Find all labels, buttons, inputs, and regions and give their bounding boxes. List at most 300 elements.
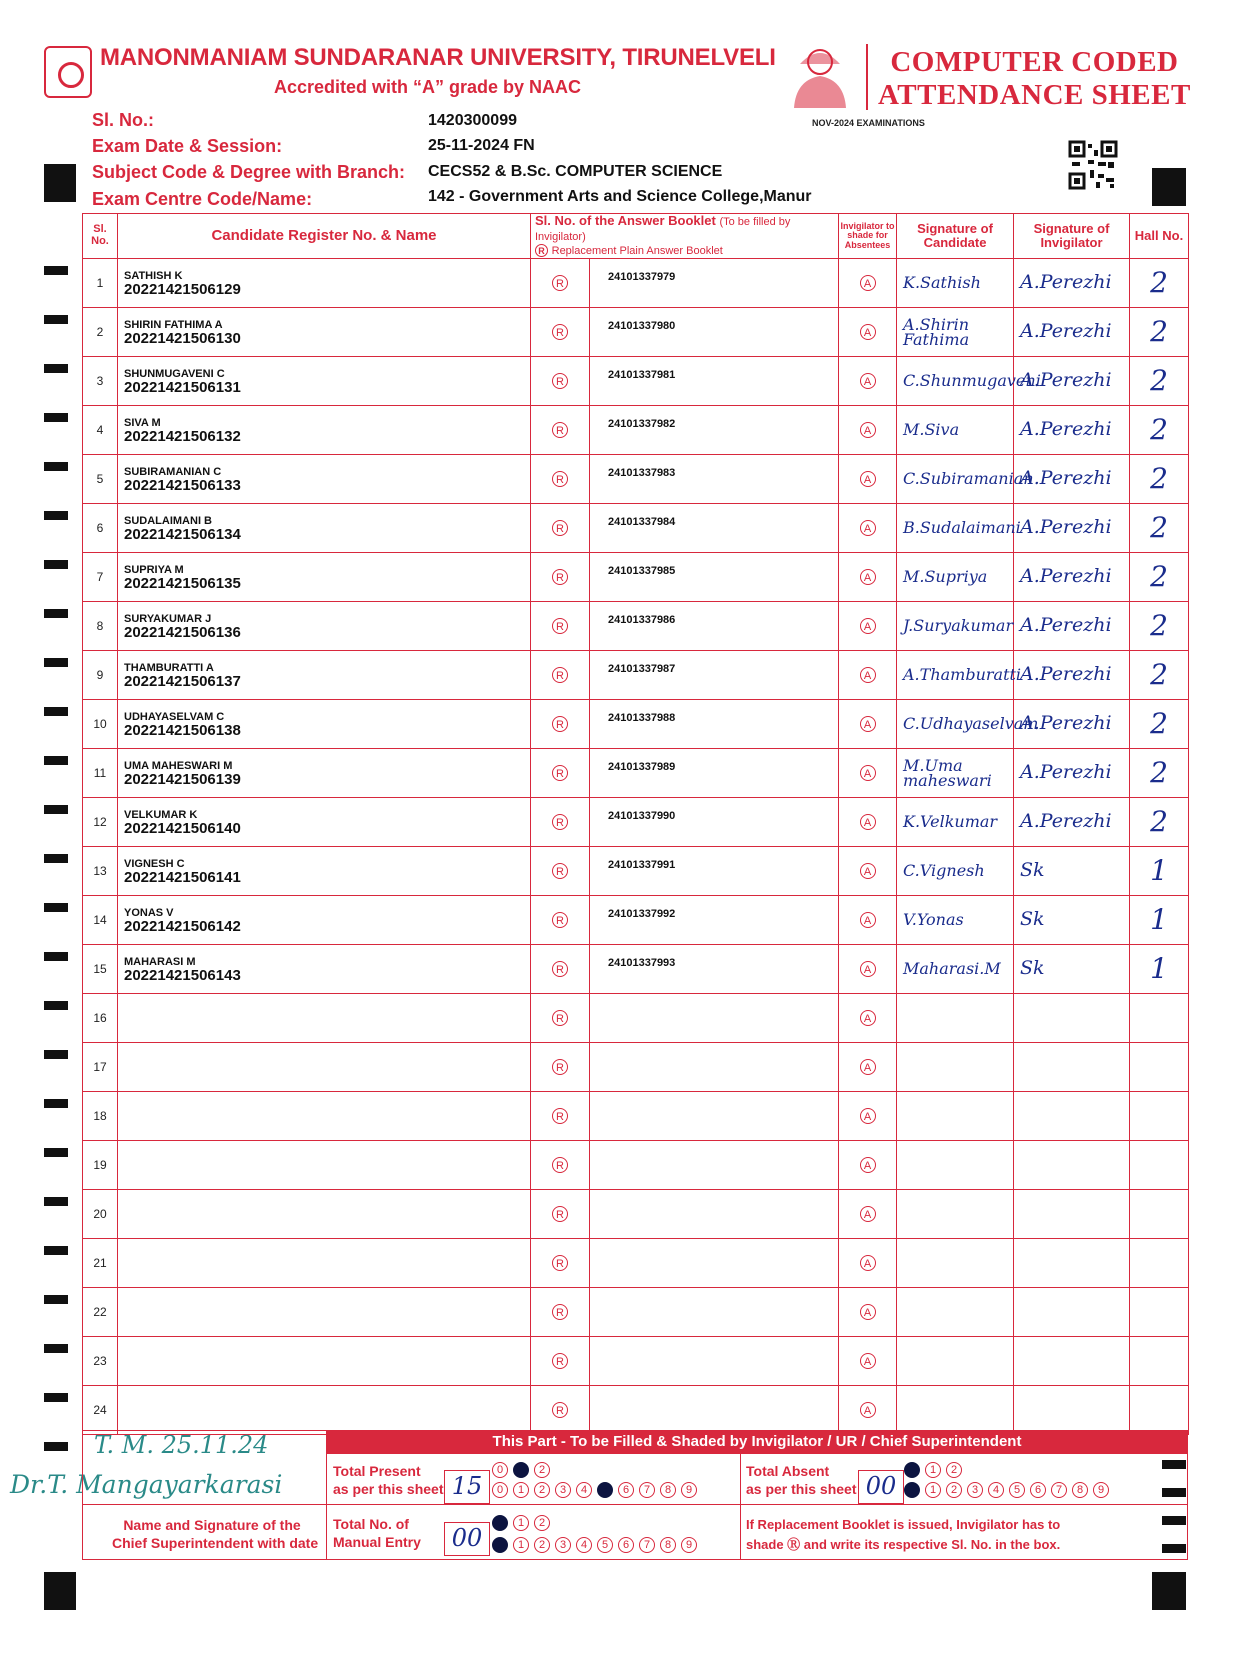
candidate-name: VELKUMAR K <box>124 808 198 821</box>
candidate-cell <box>118 258 531 307</box>
absent-cell[interactable] <box>839 1336 897 1385</box>
candidate-name: YONAS V <box>124 906 174 919</box>
table-row <box>83 503 1189 552</box>
absent-cell[interactable] <box>839 1042 897 1091</box>
row-sl-no: 24 <box>83 1385 118 1434</box>
candidate-cell <box>118 1287 531 1336</box>
register-number: 20221421506141 <box>124 868 241 886</box>
timing-mark <box>44 805 68 814</box>
booklet-number: 24101337980 <box>590 307 839 356</box>
row-sl-no: 16 <box>83 993 118 1042</box>
row-sl-no: 8 <box>83 601 118 650</box>
omr-bubble[interactable]: 0 <box>492 1515 508 1531</box>
replace-icon: R <box>535 244 548 257</box>
omr-bubble[interactable]: 1 <box>513 1482 529 1498</box>
absent-cell[interactable] <box>839 699 897 748</box>
omr-bubble[interactable]: 5 <box>597 1482 613 1498</box>
register-number: 20221421506140 <box>124 819 241 837</box>
timing-mark <box>44 1393 68 1402</box>
replacement-cell[interactable] <box>531 307 590 356</box>
replacement-cell[interactable] <box>531 258 590 307</box>
timing-mark <box>44 1197 68 1206</box>
candidate-signature: B.Sudalaimani <box>897 503 1014 552</box>
omr-bubble[interactable]: 0 <box>904 1462 920 1478</box>
centre-value: 142 - Government Arts and Science College,Manur <box>428 188 812 205</box>
replacement-bubble[interactable]: R <box>552 1304 568 1320</box>
sl-no-value: 1420300099 <box>428 112 517 129</box>
omr-bubble[interactable]: 6 <box>618 1482 634 1498</box>
omr-bubble[interactable]: 0 <box>904 1482 920 1498</box>
table-row <box>83 748 1189 797</box>
omr-bubble[interactable]: 5 <box>597 1537 613 1553</box>
absent-bubble[interactable]: A <box>860 1010 876 1026</box>
candidate-signature <box>897 1140 1014 1189</box>
chief-superintendent-signature: Dr.T. Mangayarkarasi <box>10 1470 283 1499</box>
replacement-bubble[interactable]: R <box>552 1108 568 1124</box>
absent-units-bubbles[interactable] <box>904 1480 1114 1498</box>
replacement-cell[interactable] <box>531 748 590 797</box>
absent-tens-bubbles[interactable] <box>904 1460 967 1478</box>
timing-mark <box>44 511 68 520</box>
replacement-cell[interactable] <box>531 993 590 1042</box>
register-number: 20221421506136 <box>124 623 241 641</box>
timing-mark <box>44 1344 68 1353</box>
row-sl-no: 15 <box>83 944 118 993</box>
row-sl-no: 5 <box>83 454 118 503</box>
absent-bubble[interactable]: A <box>860 471 876 487</box>
timing-mark <box>44 413 68 422</box>
replacement-bubble[interactable]: R <box>552 373 568 389</box>
replacement-cell[interactable] <box>531 895 590 944</box>
replacement-bubble[interactable]: R <box>552 1206 568 1222</box>
omr-bubble[interactable]: 3 <box>555 1537 571 1553</box>
invigilator-signature: A.Perezhi <box>1014 405 1130 454</box>
replacement-bubble[interactable]: R <box>552 961 568 977</box>
timing-mark <box>44 609 68 618</box>
candidate-signature: V.Yonas <box>897 895 1014 944</box>
row-sl-no: 14 <box>83 895 118 944</box>
omr-bubble[interactable]: 3 <box>555 1482 571 1498</box>
register-number: 20221421506143 <box>124 966 241 984</box>
table-row <box>83 650 1189 699</box>
replacement-note-line2: shade Ⓡ and write its respective Sl. No. in the box. <box>746 1537 1061 1552</box>
replacement-bubble[interactable]: R <box>552 716 568 732</box>
absent-cell[interactable] <box>839 1189 897 1238</box>
booklet-number <box>590 1189 839 1238</box>
hall-number: 2 <box>1130 601 1189 650</box>
table-row <box>83 405 1189 454</box>
replacement-cell[interactable] <box>531 1189 590 1238</box>
absent-cell[interactable] <box>839 1238 897 1287</box>
absent-cell[interactable] <box>839 503 897 552</box>
omr-bubble[interactable]: 6 <box>1030 1482 1046 1498</box>
absent-cell[interactable] <box>839 258 897 307</box>
absent-bubble[interactable]: A <box>860 520 876 536</box>
booklet-number: 24101337991 <box>590 846 839 895</box>
timing-mark <box>44 364 68 373</box>
absent-label-line2: as per this sheet <box>746 1481 857 1497</box>
invigilator-signature: A.Perezhi <box>1014 307 1130 356</box>
timing-mark <box>44 658 68 667</box>
candidate-name: SURYAKUMAR J <box>124 612 212 625</box>
replacement-bubble[interactable]: R <box>552 814 568 830</box>
table-row <box>83 1091 1189 1140</box>
timing-mark <box>44 707 68 716</box>
candidate-name: MAHARASI M <box>124 955 196 968</box>
candidate-signature <box>897 1287 1014 1336</box>
booklet-header-sub: Replacement Plain Answer Booklet <box>551 245 723 258</box>
chief-label-line1: Name and Signature of the <box>123 1517 301 1533</box>
accreditation-text: Accredited with “A” grade by NAAC <box>274 77 582 97</box>
absent-bubble[interactable]: A <box>860 275 876 291</box>
replacement-bubble[interactable]: R <box>552 1402 568 1418</box>
chief-label <box>112 1516 319 1552</box>
candidate-name: SHIRIN FATHIMA A <box>124 318 223 331</box>
table-row <box>83 1336 1189 1385</box>
row-sl-no: 3 <box>83 356 118 405</box>
hall-number: 2 <box>1130 797 1189 846</box>
omr-bubble[interactable]: 0 <box>492 1482 508 1498</box>
candidate-signature: M.Supriya <box>897 552 1014 601</box>
candidate-signature: K.Velkumar <box>897 797 1014 846</box>
candidate-signature <box>897 1042 1014 1091</box>
candidate-signature: C.Subiramanian <box>897 454 1014 503</box>
timing-mark <box>44 1246 68 1255</box>
total-present-box[interactable]: 15 <box>444 1470 490 1504</box>
row-sl-no: 9 <box>83 650 118 699</box>
registration-mark <box>44 164 76 202</box>
booklet-number: 24101337984 <box>590 503 839 552</box>
total-absent-box[interactable]: 00 <box>858 1470 904 1504</box>
replacement-cell[interactable] <box>531 503 590 552</box>
candidate-cell <box>118 944 531 993</box>
replacement-bubble[interactable]: R <box>552 1059 568 1075</box>
absent-cell[interactable] <box>839 356 897 405</box>
absent-cell[interactable] <box>839 993 897 1042</box>
hall-number: 1 <box>1130 944 1189 993</box>
candidate-cell <box>118 1140 531 1189</box>
omr-bubble[interactable]: 8 <box>660 1537 676 1553</box>
invigilator-signature <box>1014 993 1130 1042</box>
replacement-cell[interactable] <box>531 944 590 993</box>
replacement-cell[interactable] <box>531 650 590 699</box>
hall-number <box>1130 1189 1189 1238</box>
hall-number: 2 <box>1130 699 1189 748</box>
hall-number: 2 <box>1130 650 1189 699</box>
table-row <box>83 601 1189 650</box>
hall-number <box>1130 993 1189 1042</box>
absent-bubble[interactable]: A <box>860 373 876 389</box>
replacement-cell[interactable] <box>531 601 590 650</box>
invigilator-signature: A.Perezhi <box>1014 601 1130 650</box>
replacement-bubble[interactable]: R <box>552 863 568 879</box>
timing-mark <box>44 1099 68 1108</box>
table-row <box>83 307 1189 356</box>
replacement-bubble[interactable]: R <box>552 1353 568 1369</box>
table-row <box>83 552 1189 601</box>
candidate-name: SATHISH K <box>124 269 183 282</box>
booklet-number <box>590 993 839 1042</box>
candidate-cell <box>118 1042 531 1091</box>
absent-cell[interactable] <box>839 846 897 895</box>
absent-cell[interactable] <box>839 552 897 601</box>
omr-bubble[interactable]: 1 <box>925 1482 941 1498</box>
register-number: 20221421506137 <box>124 672 241 690</box>
omr-bubble[interactable]: 8 <box>1072 1482 1088 1498</box>
timing-mark <box>44 952 68 961</box>
absent-cell[interactable] <box>839 1140 897 1189</box>
absent-bubble[interactable]: A <box>860 1108 876 1124</box>
replacement-bubble[interactable]: R <box>552 569 568 585</box>
invigilator-signature: A.Perezhi <box>1014 503 1130 552</box>
register-number: 20221421506131 <box>124 378 241 396</box>
register-number: 20221421506142 <box>124 917 241 935</box>
absent-cell[interactable] <box>839 650 897 699</box>
col-header-sl: Sl. No. <box>83 214 118 259</box>
replacement-cell[interactable] <box>531 552 590 601</box>
replacement-bubble[interactable]: R <box>552 912 568 928</box>
absent-cell[interactable] <box>839 454 897 503</box>
candidate-cell <box>118 1238 531 1287</box>
present-label-line2: as per this sheet <box>333 1481 444 1497</box>
candidate-signature: C.Udhayaselvam <box>897 699 1014 748</box>
booklet-number: 24101337986 <box>590 601 839 650</box>
booklet-number: 24101337990 <box>590 797 839 846</box>
absent-cell[interactable] <box>839 1385 897 1434</box>
booklet-number <box>590 1140 839 1189</box>
absent-bubble[interactable]: A <box>860 1255 876 1271</box>
replacement-bubble[interactable]: R <box>552 324 568 340</box>
replacement-cell[interactable] <box>531 699 590 748</box>
col-header-booklet <box>531 214 839 259</box>
replacement-cell[interactable] <box>531 454 590 503</box>
omr-bubble[interactable]: 2 <box>946 1482 962 1498</box>
replacement-bubble[interactable]: R <box>552 618 568 634</box>
absent-cell[interactable] <box>839 405 897 454</box>
table-row <box>83 993 1189 1042</box>
omr-bubble[interactable]: 8 <box>660 1482 676 1498</box>
replacement-cell[interactable] <box>531 1042 590 1091</box>
table-row <box>83 258 1189 307</box>
candidate-signature: M.Siva <box>897 405 1014 454</box>
table-row <box>83 797 1189 846</box>
absent-bubble[interactable]: A <box>860 1206 876 1222</box>
omr-bubble[interactable]: 0 <box>492 1537 508 1553</box>
omr-bubble[interactable]: 7 <box>1051 1482 1067 1498</box>
replacement-cell[interactable] <box>531 1140 590 1189</box>
booklet-number: 24101337987 <box>590 650 839 699</box>
omr-bubble[interactable]: 1 <box>513 1515 529 1531</box>
candidate-signature: K.Sathish <box>897 258 1014 307</box>
replacement-bubble[interactable]: R <box>552 1010 568 1026</box>
candidate-signature: A.Shirin Fathima <box>897 307 1014 356</box>
booklet-number <box>590 1091 839 1140</box>
omr-bubble[interactable]: 1 <box>513 1537 529 1553</box>
replacement-cell[interactable] <box>531 1287 590 1336</box>
subject-label: Subject Code & Degree with Branch: <box>92 162 406 182</box>
absent-bubble[interactable]: A <box>860 912 876 928</box>
absent-bubble[interactable]: A <box>860 1353 876 1369</box>
chief-superintendent-initials: T. M. 25.11.24 <box>94 1431 269 1459</box>
omr-bubble[interactable]: 7 <box>639 1537 655 1553</box>
register-number: 20221421506139 <box>124 770 241 788</box>
replacement-bubble[interactable]: R <box>552 520 568 536</box>
table-row <box>83 699 1189 748</box>
candidate-cell <box>118 699 531 748</box>
col-header-hall: Hall No. <box>1130 214 1189 259</box>
candidate-cell <box>118 650 531 699</box>
col-header-sig-candidate: Signature of Candidate <box>897 214 1014 259</box>
row-sl-no: 17 <box>83 1042 118 1091</box>
omr-bubble[interactable]: 4 <box>576 1537 592 1553</box>
timing-mark <box>44 1001 68 1010</box>
booklet-number: 24101337988 <box>590 699 839 748</box>
table-row <box>83 1238 1189 1287</box>
booklet-number <box>590 1336 839 1385</box>
replacement-bubble[interactable]: R <box>552 1255 568 1271</box>
absent-bubble[interactable]: A <box>860 324 876 340</box>
timing-mark <box>44 1148 68 1157</box>
absent-cell[interactable] <box>839 748 897 797</box>
hall-number: 2 <box>1130 258 1189 307</box>
candidate-name: SUBIRAMANIAN C <box>124 465 222 478</box>
omr-bubble[interactable]: 4 <box>988 1482 1004 1498</box>
absent-bubble[interactable]: A <box>860 1059 876 1075</box>
omr-bubble[interactable]: 2 <box>534 1515 550 1531</box>
absent-cell[interactable] <box>839 944 897 993</box>
omr-bubble[interactable]: 5 <box>1009 1482 1025 1498</box>
omr-bubble[interactable]: 2 <box>534 1462 550 1478</box>
booklet-header-text: Sl. No. of the Answer Booklet <box>535 213 716 228</box>
omr-bubble[interactable]: 2 <box>946 1462 962 1478</box>
total-absent-label <box>746 1462 857 1498</box>
omr-bubble[interactable]: 2 <box>534 1537 550 1553</box>
omr-bubble[interactable]: 9 <box>681 1482 697 1498</box>
omr-bubble[interactable]: 0 <box>492 1462 508 1478</box>
register-number: 20221421506130 <box>124 329 241 347</box>
candidate-signature <box>897 1336 1014 1385</box>
hall-number <box>1130 1287 1189 1336</box>
timing-mark <box>44 560 68 569</box>
absent-bubble[interactable]: A <box>860 716 876 732</box>
row-sl-no: 18 <box>83 1091 118 1140</box>
manual-tens-bubbles[interactable] <box>492 1513 555 1531</box>
omr-bubble[interactable]: 9 <box>681 1537 697 1553</box>
absent-bubble[interactable]: A <box>860 1402 876 1418</box>
exam-tag: NOV-2024 EXAMINATIONS <box>812 118 925 128</box>
replacement-cell[interactable] <box>531 846 590 895</box>
replacement-bubble[interactable]: R <box>552 275 568 291</box>
col-header-candidate: Candidate Register No. & Name <box>118 214 531 259</box>
timing-mark <box>44 903 68 912</box>
row-sl-no: 4 <box>83 405 118 454</box>
booklet-number: 24101337981 <box>590 356 839 405</box>
hall-number: 2 <box>1130 405 1189 454</box>
absent-cell[interactable] <box>839 1287 897 1336</box>
candidate-cell <box>118 1385 531 1434</box>
divider <box>82 1504 1188 1505</box>
register-number: 20221421506135 <box>124 574 241 592</box>
replacement-cell[interactable] <box>531 1238 590 1287</box>
absent-bubble[interactable]: A <box>860 667 876 683</box>
replacement-bubble[interactable]: R <box>552 765 568 781</box>
absent-bubble[interactable]: A <box>860 422 876 438</box>
omr-bubble[interactable]: 1 <box>513 1462 529 1478</box>
col-header-sig-invigilator: Signature of Invigilator <box>1014 214 1130 259</box>
table-row <box>83 944 1189 993</box>
manual-units-bubbles[interactable] <box>492 1535 702 1553</box>
table-row <box>83 454 1189 503</box>
centre-label: Exam Centre Code/Name: <box>92 189 313 209</box>
absent-bubble[interactable]: A <box>860 863 876 879</box>
omr-bubble[interactable]: 4 <box>576 1482 592 1498</box>
invigilator-signature: A.Perezhi <box>1014 552 1130 601</box>
sl-no-label: Sl. No.: <box>92 110 154 130</box>
omr-bubble[interactable]: 2 <box>534 1482 550 1498</box>
omr-bubble[interactable]: 3 <box>967 1482 983 1498</box>
absent-bubble[interactable]: A <box>860 569 876 585</box>
timing-mark <box>44 1442 68 1451</box>
absent-bubble[interactable]: A <box>860 618 876 634</box>
replacement-bubble[interactable]: R <box>552 667 568 683</box>
sheet-title-line2: ATTENDANCE SHEET <box>878 79 1191 111</box>
registration-mark <box>1152 1572 1186 1610</box>
absent-cell[interactable] <box>839 307 897 356</box>
absent-cell[interactable] <box>839 797 897 846</box>
col-header-absent: Invigilator to shade for Absentees <box>839 214 897 259</box>
omr-bubble[interactable]: 9 <box>1093 1482 1109 1498</box>
omr-bubble[interactable]: 6 <box>618 1537 634 1553</box>
chief-label-line2: Chief Superintendent with date <box>112 1535 319 1551</box>
replacement-cell[interactable] <box>531 1385 590 1434</box>
absent-cell[interactable] <box>839 895 897 944</box>
replacement-cell[interactable] <box>531 405 590 454</box>
absent-bubble[interactable]: A <box>860 1304 876 1320</box>
absent-cell[interactable] <box>839 1091 897 1140</box>
hall-number <box>1130 1042 1189 1091</box>
table-row <box>83 895 1189 944</box>
candidate-name: SIVA M <box>124 416 161 429</box>
invigilator-signature <box>1014 1189 1130 1238</box>
manual-entry-box[interactable]: 00 <box>444 1522 490 1556</box>
university-logo <box>44 46 92 98</box>
replacement-cell[interactable] <box>531 1336 590 1385</box>
candidate-cell <box>118 1189 531 1238</box>
register-number: 20221421506134 <box>124 525 241 543</box>
absent-bubble[interactable]: A <box>860 814 876 830</box>
omr-bubble[interactable]: 1 <box>925 1462 941 1478</box>
replacement-cell[interactable] <box>531 797 590 846</box>
replacement-cell[interactable] <box>531 356 590 405</box>
replacement-bubble[interactable]: R <box>552 471 568 487</box>
timing-mark <box>44 756 68 765</box>
row-sl-no: 7 <box>83 552 118 601</box>
table-row <box>83 846 1189 895</box>
hall-number <box>1130 1140 1189 1189</box>
replacement-cell[interactable] <box>531 1091 590 1140</box>
replacement-bubble[interactable]: R <box>552 422 568 438</box>
replacement-bubble[interactable]: R <box>552 1157 568 1173</box>
invigilator-signature: A.Perezhi <box>1014 699 1130 748</box>
absent-bubble[interactable]: A <box>860 961 876 977</box>
absent-bubble[interactable]: A <box>860 1157 876 1173</box>
absent-cell[interactable] <box>839 601 897 650</box>
absent-bubble[interactable]: A <box>860 765 876 781</box>
omr-bubble[interactable]: 7 <box>639 1482 655 1498</box>
row-sl-no: 23 <box>83 1336 118 1385</box>
present-tens-bubbles[interactable] <box>492 1460 555 1478</box>
present-units-bubbles[interactable] <box>492 1480 702 1498</box>
